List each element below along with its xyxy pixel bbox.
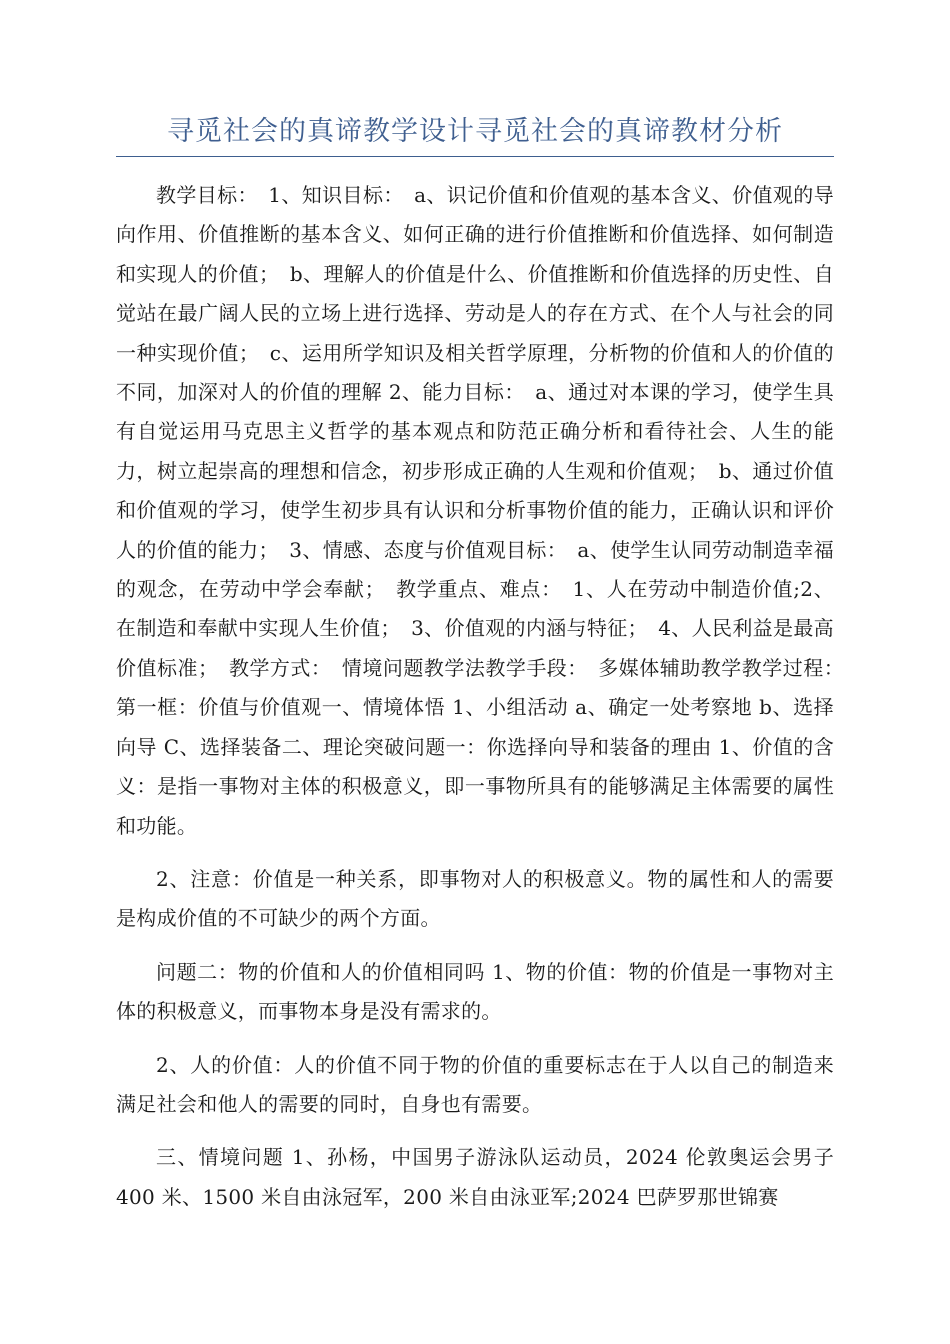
paragraph-human-value: 2、人的价值：人的价值不同于物的价值的重要标志在于人以自己的制造来满足社会和他人的需要的同时，自身也有需要。: [116, 1052, 834, 1116]
paragraph-situation-three: 三、情境问题 1、孙杨，中国男子游泳队运动员，2024 伦敦奥运会男子 400 米、1500 米自由泳冠军，200 米自由泳亚军;2024 巴萨罗那世锦赛: [116, 1145, 834, 1209]
paragraph-value-note: 2、注意：价值是一种关系，即事物对人的积极意义。物的属性和人的需要是构成价值的不可缺少的两个方面。: [116, 866, 834, 931]
paragraph-question-two: 问题二：物的价值和人的价值相同吗 1、物的价值：物的价值是一事物对主体的积极意义，而事物本身是没有需求的。: [116, 959, 834, 1024]
document-body: [116, 176, 855, 1231]
title-underline: [116, 156, 834, 157]
document-title: 寻觅社会的真谛教学设计寻觅社会的真谛教材分析: [167, 116, 783, 147]
paragraph-objectives: 教学目标： 1、知识目标： a、识记价值和价值观的基本含义、价值观的导向作用、价值推断的基本含义、如何正确的进行价值推断和价值选择、如何制造和实现人的价值； b、理解人的价值是什么、价值推断和价值选择的历史性、自觉站在最广阔人民的立场上进行选择、劳动是人的存在方式、在个人与社会的同一种实现价值； c、运用所学知识及相关哲学原理，分析物的价值和人的价值的不同，加深对人的价值的理解 2、能力目标： a、通过对本课的学习，使学生具有自觉运用马克思主义哲学的基本观点和防范正确分析和看待社会、人生的能力，树立起崇高的理想和信念，初步形成正确的人生观和价值观； b、通过价值和价值观的学习，使学生初步具有认识和分析事物价值的能力，正确认识和评价人的价值的能力； 3、情感、态度与价值观目标： a、使学生认同劳动制造幸福的观念，在劳动中学会奉献； 教学重点、难点： 1、人在劳动中制造价值;2、在制造和奉献中实现人生价值； 3、价值观的内涵与特征； 4、人民利益是最高价值标准； 教学方式： 情境问题教学法教学手段： 多媒体辅助教学教学过程： 第一框：价值与价值观一、情境体悟 1、小组活动 a、确定一处考察地 b、选择向导 C、选择装备二、理论突破问题一：你选择向导和装备的理由 1、价值的含义：是指一事物对主体的积极意义，即一事物所具有的能够满足主体需要的属性和功能。: [116, 183, 855, 838]
